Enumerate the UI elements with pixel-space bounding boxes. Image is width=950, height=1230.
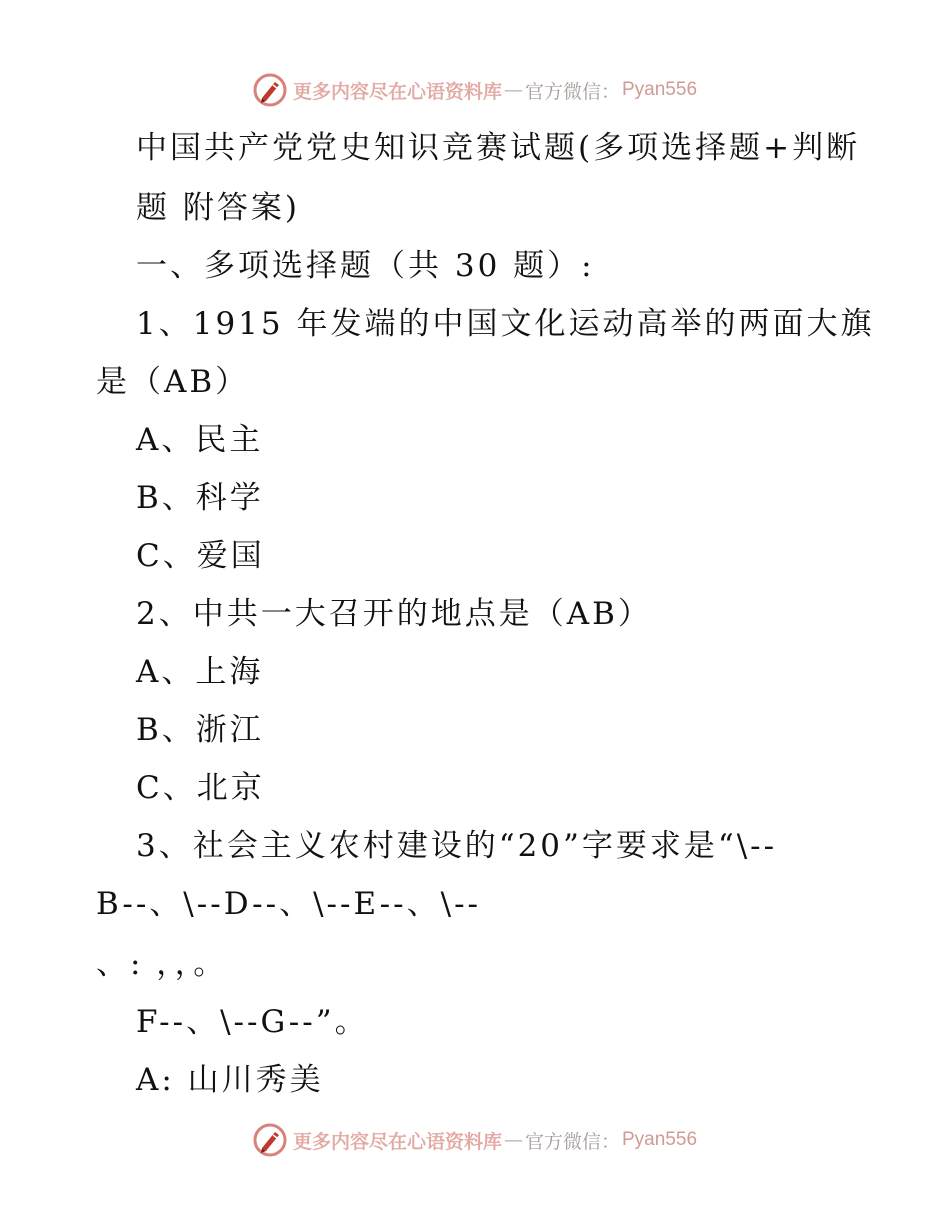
option-c: C、爱国 (136, 538, 265, 574)
watermark-account: Pyan556 (622, 1129, 698, 1150)
watermark-separator: — (503, 79, 523, 101)
question-3-end: F--、\--G--”。 (136, 1004, 369, 1040)
pen-logo-icon (253, 73, 287, 107)
watermark-text: 更多内容尽在心语资料库 (292, 80, 502, 103)
document-title-line-1: 中国共产党党史知识竞赛试题(多项选择题+判断 (136, 130, 861, 166)
option-a: A、民主 (136, 422, 264, 458)
watermark-text: 更多内容尽在心语资料库 (292, 1130, 502, 1153)
question-3-cont: B--、\--D--、\--E--、\-- (96, 886, 482, 922)
question-3-punctuation: 、: ，，。 (96, 946, 228, 982)
watermark-official-label: 官方微信： (524, 80, 620, 103)
question-3: 3、社会主义农村建设的“20”字要求是“\-- (136, 828, 778, 864)
footer-watermark (0, 1120, 950, 1160)
header-watermark (0, 70, 950, 110)
question-1-cont: 是（AB） (96, 364, 250, 400)
watermark-official-label: 官方微信： (524, 1130, 620, 1153)
watermark-separator: — (503, 1129, 523, 1151)
document-title-line-2: 题 附答案) (136, 190, 300, 226)
question-2: 2、中共一大召开的地点是（AB） (136, 596, 652, 632)
option-a: A、上海 (136, 654, 264, 690)
option-a: A: 山川秀美 (136, 1062, 324, 1098)
question-1: 1、1915 年发端的中国文化运动高举的两面大旗 (136, 306, 875, 342)
pen-logo-icon (253, 1123, 287, 1157)
watermark-account: Pyan556 (622, 79, 698, 100)
option-c: C、北京 (136, 770, 265, 806)
option-b: B、科学 (136, 480, 264, 516)
option-b: B、浙江 (136, 712, 264, 748)
section-heading: 一、多项选择题（共 30 题）: (136, 248, 595, 284)
